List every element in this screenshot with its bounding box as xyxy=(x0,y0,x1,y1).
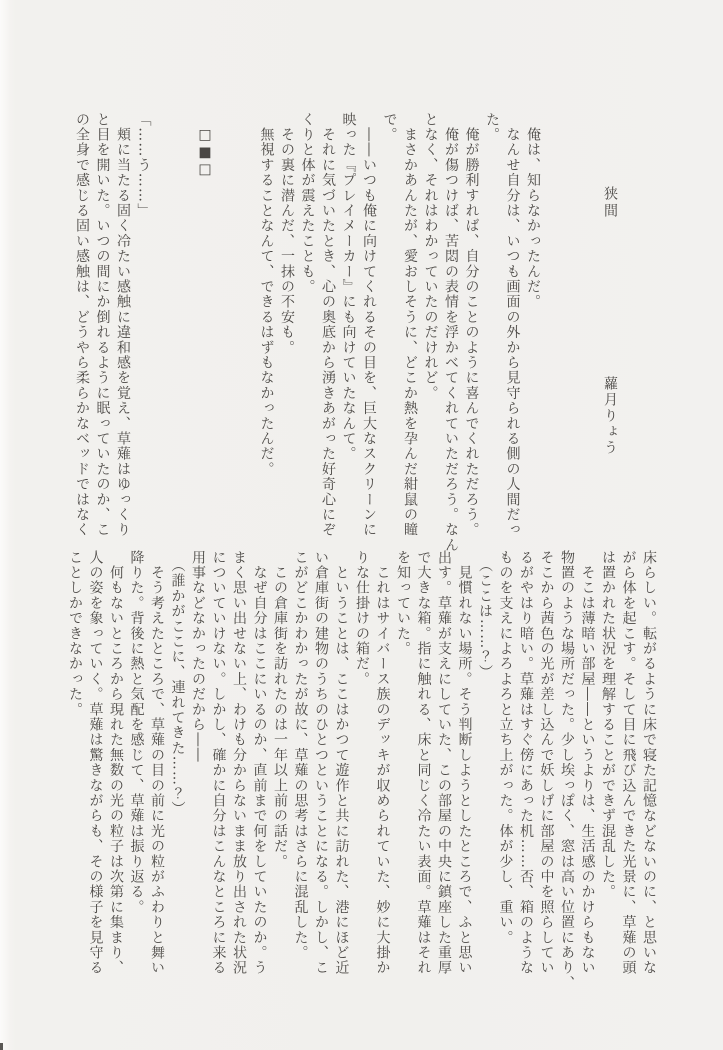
text-line: 頬に当たる固く冷たい感触に違和感を覚え、草薙はゆっくり xyxy=(115,112,131,538)
text-line: ことしかできなかった。 xyxy=(67,550,83,718)
text-line: 降りた。背後に熱と気配を感じて、草薙は振り返る。 xyxy=(128,550,145,915)
text-line: 物置のような場所だった。少し埃っぽく、窓は高い位置にあり、 xyxy=(559,550,575,991)
text-line xyxy=(215,112,236,553)
text-line: まく思い出せない上、わけも分からないまま放り出された状況 xyxy=(231,550,247,976)
scan-edge-shade xyxy=(0,0,10,1050)
text-line xyxy=(154,112,175,553)
text-line: □■□ xyxy=(197,112,213,179)
text-line: を知っていた。 xyxy=(395,550,411,657)
text-line: 俺が勝利すれば、自分のことのように喜んでくれただろう。 xyxy=(463,112,480,538)
text-line: （誰かがここに、連れてきた……？） xyxy=(169,550,186,817)
text-line: で大きな箱。指に触れる、床と同じく冷たい表面。草薙はそれ xyxy=(415,550,432,976)
text-line: 俺が傷つけば、苦悶の表情を浮かべてくれていただろう。なん xyxy=(443,112,459,553)
text-line: くりと体が震えたことも。 xyxy=(299,112,316,295)
text-line: こがどこかわかったが故に、草薙の思考はさらに混乱した。 xyxy=(292,550,309,961)
text-line: についていけない。しかし、確かに自分はこんなところに来る xyxy=(210,550,227,976)
text-line: で。 xyxy=(381,112,398,143)
lower-text-block xyxy=(65,550,660,991)
scan-corner-artifact xyxy=(0,1043,3,1050)
text-line: これはサイバース族のデッキが収められていた、妙に大掛か xyxy=(374,550,391,976)
text-line: 無視することなんて、できるはずもなかったんだ。 xyxy=(258,112,275,477)
page-title: 狭間 xyxy=(602,186,618,220)
text-line: 出す。草薙が支えにしていた、この部屋の中央に鎮座した重厚 xyxy=(436,550,452,976)
title-line xyxy=(600,112,621,456)
text-line: （ここは……？） xyxy=(477,550,493,680)
text-line: 「……う……」 xyxy=(135,112,152,219)
text-line: 俺は、知らなかったんだ。 xyxy=(525,112,541,310)
text-line: まさかあんたが、愛おしそうに、どこか熱を孕んだ紺鼠の瞳 xyxy=(402,112,418,538)
text-line: それに気づいたとき、心の奥底から湧きあがった好奇心にぞ xyxy=(320,112,336,538)
text-line: そこから茜色の光が差し込んで妖しげに部屋の中を照らしてい xyxy=(538,550,555,976)
text-line: と目を開いた。いつの間にか倒れるように眠っていたのか、こ xyxy=(94,112,111,538)
text-line: ――いつも俺に向けてくれるその目を、巨大なスクリーンに xyxy=(361,112,377,538)
text-line: 何もないところから現れた無数の光の粒子は次第に集まり、 xyxy=(108,550,124,976)
text-line: 床らしい。転がるように床で寝た記憶などないのに、と思いな xyxy=(641,550,657,976)
text-line: た。 xyxy=(484,112,500,143)
text-line: なぜ自分はここにいるのか、直前まで何をしていたのか。う xyxy=(251,550,268,976)
text-line: その裏に潜んだ、一抹の不安も。 xyxy=(279,112,295,356)
text-line: そう考えたところで、草薙の目の前に光の粒がふわりと舞い xyxy=(149,550,165,976)
author-name: 蘿月りょう xyxy=(602,375,618,456)
text-line xyxy=(174,112,195,553)
upper-text-block xyxy=(72,112,544,553)
text-line: 用事などなかったのだから―― xyxy=(190,550,206,763)
text-line: 映った『プレイメーカー』にも向けていたなんて。 xyxy=(340,112,357,462)
text-line: ということは、ここはかつて遊作と共に訪れた、港にほど近 xyxy=(333,550,350,976)
text-line: がら体を起こす。そして目に飛び込んできた光景に、草薙の頭 xyxy=(620,550,637,976)
text-line: ものを支えによろよろと立ち上がった。体が少し、重い。 xyxy=(497,550,514,946)
text-line: りな仕掛けの箱だ。 xyxy=(354,550,370,687)
text-line: この倉庫街を訪れたのは一年以上前の話だ。 xyxy=(272,550,288,870)
title-column xyxy=(600,112,621,456)
text-line xyxy=(236,112,257,553)
text-line: そこは薄暗い部屋――というよりは、生活感のかけらもない xyxy=(579,550,596,976)
text-line: となく、それはわかっていたのだけれど。 xyxy=(422,112,439,401)
text-line: は置かれた状況を理解することができず混乱した。 xyxy=(600,550,616,900)
text-line: 見慣れない場所。そう判断しようとしたところで、ふと思い xyxy=(456,550,473,976)
text-line: 人の姿を象っていく。草薙は驚きながらも、その様子を見守る xyxy=(87,550,104,976)
text-line: の全身で感じる固い感触は、どうやら柔らかなベッドではなく xyxy=(74,112,90,538)
text-line: るがやはり暗い。草薙はすぐ傍にあった机……否、箱のような xyxy=(518,550,534,976)
text-line: なんせ自分は、いつも画面の外から見守られる側の人間だっ xyxy=(504,112,521,538)
text-line: い倉庫街の建物のうちのひとつということになる。しかし、こ xyxy=(313,550,329,976)
